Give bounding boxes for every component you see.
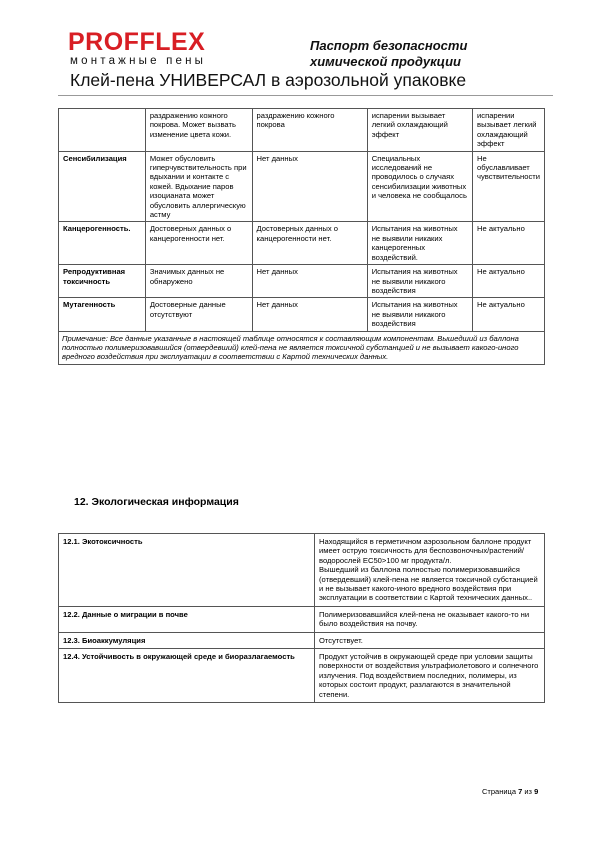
table-cell: Не актуально	[473, 222, 545, 265]
row-label: Сенсибилизация	[59, 151, 146, 222]
header-divider	[58, 95, 553, 96]
table-cell: Испытания на животных не выявили никакого воздействия	[367, 298, 472, 331]
ecology-table	[58, 533, 545, 703]
row-value: Находящийся в герметичном аэрозольном баллоне продукт имеет острую токсичность для беспозвоночных/растений/водорослей ЕС50>100 мг продукта/л. Вышедший из баллона полностью полимеризовавшийся (отвердевший) клей-пена не является токсичной субстанцией и не вызывает какого-иного вредного воздействия при эксплуатации в соответствии с Картой технических данных..	[315, 534, 545, 607]
brand-logo: PROFFLEX	[68, 28, 206, 56]
row-label: 12.4. Устойчивость в окружающей среде и биоразлагаемость	[59, 649, 315, 703]
table-row	[59, 649, 545, 703]
table-cell: Нет данных	[252, 265, 367, 298]
document-title	[310, 38, 540, 69]
table-cell: Не актуально	[473, 265, 545, 298]
table-row	[59, 265, 545, 298]
section-heading-ecology: 12. Экологическая информация	[74, 496, 239, 508]
table-cell: Не актуально	[473, 298, 545, 331]
row-label	[59, 109, 146, 152]
toxicology-table	[58, 108, 545, 365]
table-cell: Испытания на животных не выявили никакого воздействия	[367, 265, 472, 298]
row-value: Продукт устойчив в окружающей среде при условии защиты поверхности от воздействия ультрафиолетового и солнечного излучения. Под воздействием последних, полимеры, из которых состоит продукт, разлагаются в значительной степени.	[315, 649, 545, 703]
table-row	[59, 606, 545, 632]
table-cell: испарении вызывает легкий охлаждающий эффект	[367, 109, 472, 152]
table-row	[59, 534, 545, 607]
row-label: Мутагенность	[59, 298, 146, 331]
table-cell: Может обусловить гиперчувствительность при вдыхании и контакте с кожей. Вдыхание паров изоцианата может обусловить аллергическую астму	[145, 151, 252, 222]
page-total: 9	[534, 787, 539, 796]
table-row	[59, 151, 545, 222]
table-cell: Значимых данных не обнаружено	[145, 265, 252, 298]
page-separator: из	[524, 787, 532, 796]
document-title-line-1: Паспорт безопасности	[310, 38, 468, 53]
table-cell: испарении вызывает легкий охлаждающий эффект	[473, 109, 545, 152]
table-row	[59, 222, 545, 265]
table-note-row	[59, 331, 545, 364]
table-row	[59, 109, 545, 152]
row-label: Репродуктивная токсичность	[59, 265, 146, 298]
table-cell: Достоверных данных о канцерогенности нет.	[252, 222, 367, 265]
table-cell: раздражению кожного покрова	[252, 109, 367, 152]
row-value: Отсутствует.	[315, 632, 545, 648]
row-label: Канцерогенность.	[59, 222, 146, 265]
table-cell: Не обуславливает чувствительности	[473, 151, 545, 222]
row-label: 12.2. Данные о миграции в почве	[59, 606, 315, 632]
table-cell: Нет данных	[252, 298, 367, 331]
table-note: Примечание: Все данные указанные в настоящей таблице относятся к составляющим компонентам. Вышедший из баллона полностью полимеризовавшийся (отвердевший) клей-пена не является токсичной субстанцией и не вызывает какого-иного вредного воздействия при эксплуатации в соответствии с Картой технических данных.	[59, 331, 545, 364]
table-cell: раздражению кожного покрова. Может вызвать изменение цвета кожи.	[145, 109, 252, 152]
page-number	[482, 787, 538, 796]
page-current: 7	[518, 787, 523, 796]
row-label: 12.3. Биоаккумуляция	[59, 632, 315, 648]
table-row	[59, 632, 545, 648]
table-cell: Испытания на животных не выявили никаких канцерогенных воздействий.	[367, 222, 472, 265]
page-prefix: Страница	[482, 787, 516, 796]
product-title: Клей-пена УНИВЕРСАЛ в аэрозольной упаковке	[70, 70, 467, 90]
table-cell: Достоверных данных о канцерогенности нет.	[145, 222, 252, 265]
table-cell: Специальных исследований не проводилось о случаях сенсибилизации животных и человека не сообщалось	[367, 151, 472, 222]
brand-tagline: монтажные пены	[70, 55, 207, 67]
row-value: Полимеризовавшийся клей-пена не оказывает какого-то ни было воздействия на почву.	[315, 606, 545, 632]
document-title-line-2: химической продукции	[310, 53, 461, 69]
table-cell: Нет данных	[252, 151, 367, 222]
table-row	[59, 298, 545, 331]
row-label: 12.1. Экотоксичность	[59, 534, 315, 607]
table-cell: Достоверные данные отсутствуют	[145, 298, 252, 331]
